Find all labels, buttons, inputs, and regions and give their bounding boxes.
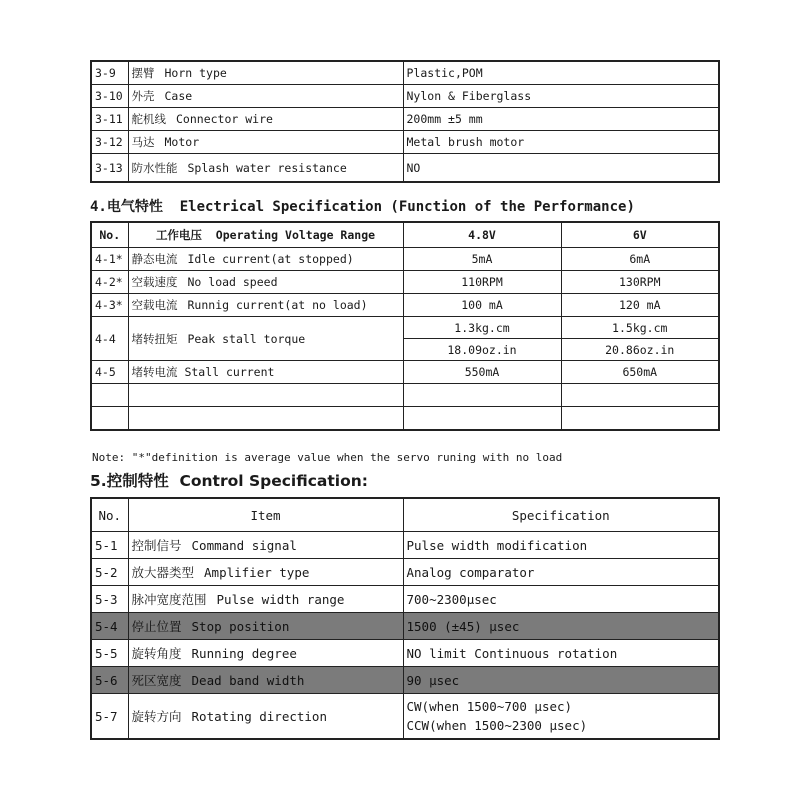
item-en: Command signal [191, 538, 297, 553]
item-cn: 停止位置 [131, 619, 182, 634]
item-value: Metal brush motor [403, 131, 719, 154]
row-number: 5-5 [91, 640, 128, 667]
header-voltage-2: 6V [561, 222, 719, 248]
item-cn: 旋转角度 [131, 646, 182, 661]
value-v2: 130RPM [561, 271, 719, 294]
row-number: 4-4 [91, 317, 128, 361]
item-cn: 空载电流 [131, 298, 178, 312]
item-spec: NO limit Continuous rotation [403, 640, 719, 667]
item-en: Motor [164, 135, 200, 149]
row-number: 5-7 [91, 694, 128, 740]
item-spec: 700~2300μsec [403, 586, 719, 613]
row-number: 4-3* [91, 294, 128, 317]
item-en: Dead band width [191, 673, 305, 688]
item-en: Stall current [184, 365, 275, 379]
table-row [91, 640, 719, 667]
value-v1: 110RPM [403, 271, 561, 294]
table-row-highlighted [91, 667, 719, 694]
item-cn: 死区宽度 [131, 673, 182, 688]
table-row [91, 61, 719, 85]
item-cn: 堵转电流 [131, 365, 178, 379]
item-en: Peak stall torque [187, 331, 306, 346]
item-value: 200mm ±5 mm [403, 108, 719, 131]
value-v1: 550mA [403, 361, 561, 384]
value-v1: 18.09oz.in [403, 339, 561, 361]
item-en: Idle current(at stopped) [187, 252, 354, 266]
table-row [91, 131, 719, 154]
row-number: 3-13 [91, 154, 128, 183]
row-number: 5-1 [91, 532, 128, 559]
mechanical-spec-table [90, 60, 720, 183]
header-cn: 工作电压 [155, 228, 202, 242]
table-header-row [91, 498, 719, 532]
value-v2: 6mA [561, 248, 719, 271]
item-en: Connector wire [176, 112, 273, 126]
value-v1: 100 mA [403, 294, 561, 317]
empty-row [91, 407, 719, 431]
item-cn: 舵机线 [131, 112, 166, 126]
item-spec: Pulse width modification [403, 532, 719, 559]
empty-row [91, 384, 719, 407]
row-number: 3-9 [91, 61, 128, 85]
table-row [91, 85, 719, 108]
table-row [91, 108, 719, 131]
item-cn: 放大器类型 [131, 565, 195, 580]
table-row [91, 271, 719, 294]
item-en: Horn type [164, 66, 227, 80]
header-no: No. [91, 222, 128, 248]
item-cn: 摆臂 [131, 66, 155, 80]
row-number: 4-5 [91, 361, 128, 384]
value-v2: 1.5kg.cm [561, 317, 719, 339]
section-4-heading: 4.电气特性 Electrical Specification (Function of the Performance) [90, 199, 635, 215]
row-number: 5-3 [91, 586, 128, 613]
item-en: Splash water resistance [187, 160, 347, 175]
row-number: 5-6 [91, 667, 128, 694]
item-value: NO [403, 154, 719, 183]
item-spec: 1500 (±45) μsec [403, 613, 719, 640]
spec-cw: CW(when 1500~700 μsec) [406, 699, 573, 714]
item-value: Nylon & Fiberglass [403, 85, 719, 108]
table-row [91, 586, 719, 613]
item-en: Pulse width range [216, 592, 345, 607]
value-v1: 1.3kg.cm [403, 317, 561, 339]
item-cn: 控制信号 [131, 538, 182, 553]
section-5-heading: 5.控制特性 Control Specification: [90, 472, 368, 490]
table-row [91, 694, 719, 740]
value-v1: 5mA [403, 248, 561, 271]
item-en: No load speed [187, 275, 278, 289]
table-row [91, 361, 719, 384]
value-v2: 20.86oz.in [561, 339, 719, 361]
item-cn: 防水性能 [131, 160, 178, 175]
header-en: Operating Voltage Range [215, 228, 376, 242]
item-spec: Analog comparator [403, 559, 719, 586]
item-value: Plastic,POM [403, 61, 719, 85]
table-row [91, 532, 719, 559]
item-cn: 外壳 [131, 89, 155, 103]
item-cn: 静态电流 [131, 252, 178, 266]
header-voltage-1: 4.8V [403, 222, 561, 248]
item-en: Running degree [191, 646, 297, 661]
table-row [91, 294, 719, 317]
table-header-row [91, 222, 719, 248]
item-cn: 堵转扭矩 [131, 331, 178, 346]
item-en: Stop position [191, 619, 290, 634]
item-en: Amplifier type [204, 565, 310, 580]
item-en: Case [164, 89, 193, 103]
row-number: 4-1* [91, 248, 128, 271]
table-row [91, 248, 719, 271]
table-row [91, 154, 719, 183]
item-en: Runnig current(at no load) [187, 298, 368, 312]
item-spec: 90 μsec [403, 667, 719, 694]
header-spec: Specification [403, 498, 719, 532]
footnote: Note: "*"definition is average value when the servo runing with no load [92, 451, 563, 464]
row-number: 5-4 [91, 613, 128, 640]
item-cn: 脉冲宽度范围 [131, 592, 207, 607]
value-v2: 120 mA [561, 294, 719, 317]
row-number: 3-11 [91, 108, 128, 131]
table-row-highlighted [91, 613, 719, 640]
item-en: Rotating direction [191, 709, 327, 724]
spec-ccw: CCW(when 1500~2300 μsec) [406, 718, 588, 733]
header-item: Item [128, 498, 403, 532]
value-v2: 650mA [561, 361, 719, 384]
table-row [91, 317, 719, 339]
electrical-spec-table [90, 221, 720, 431]
item-cn: 空载速度 [131, 275, 178, 289]
row-number: 3-12 [91, 131, 128, 154]
table-row [91, 559, 719, 586]
row-number: 3-10 [91, 85, 128, 108]
item-cn: 旋转方向 [131, 709, 182, 724]
header-no: No. [91, 498, 128, 532]
row-number: 4-2* [91, 271, 128, 294]
control-spec-table [90, 497, 720, 740]
item-cn: 马达 [131, 135, 155, 149]
row-number: 5-2 [91, 559, 128, 586]
